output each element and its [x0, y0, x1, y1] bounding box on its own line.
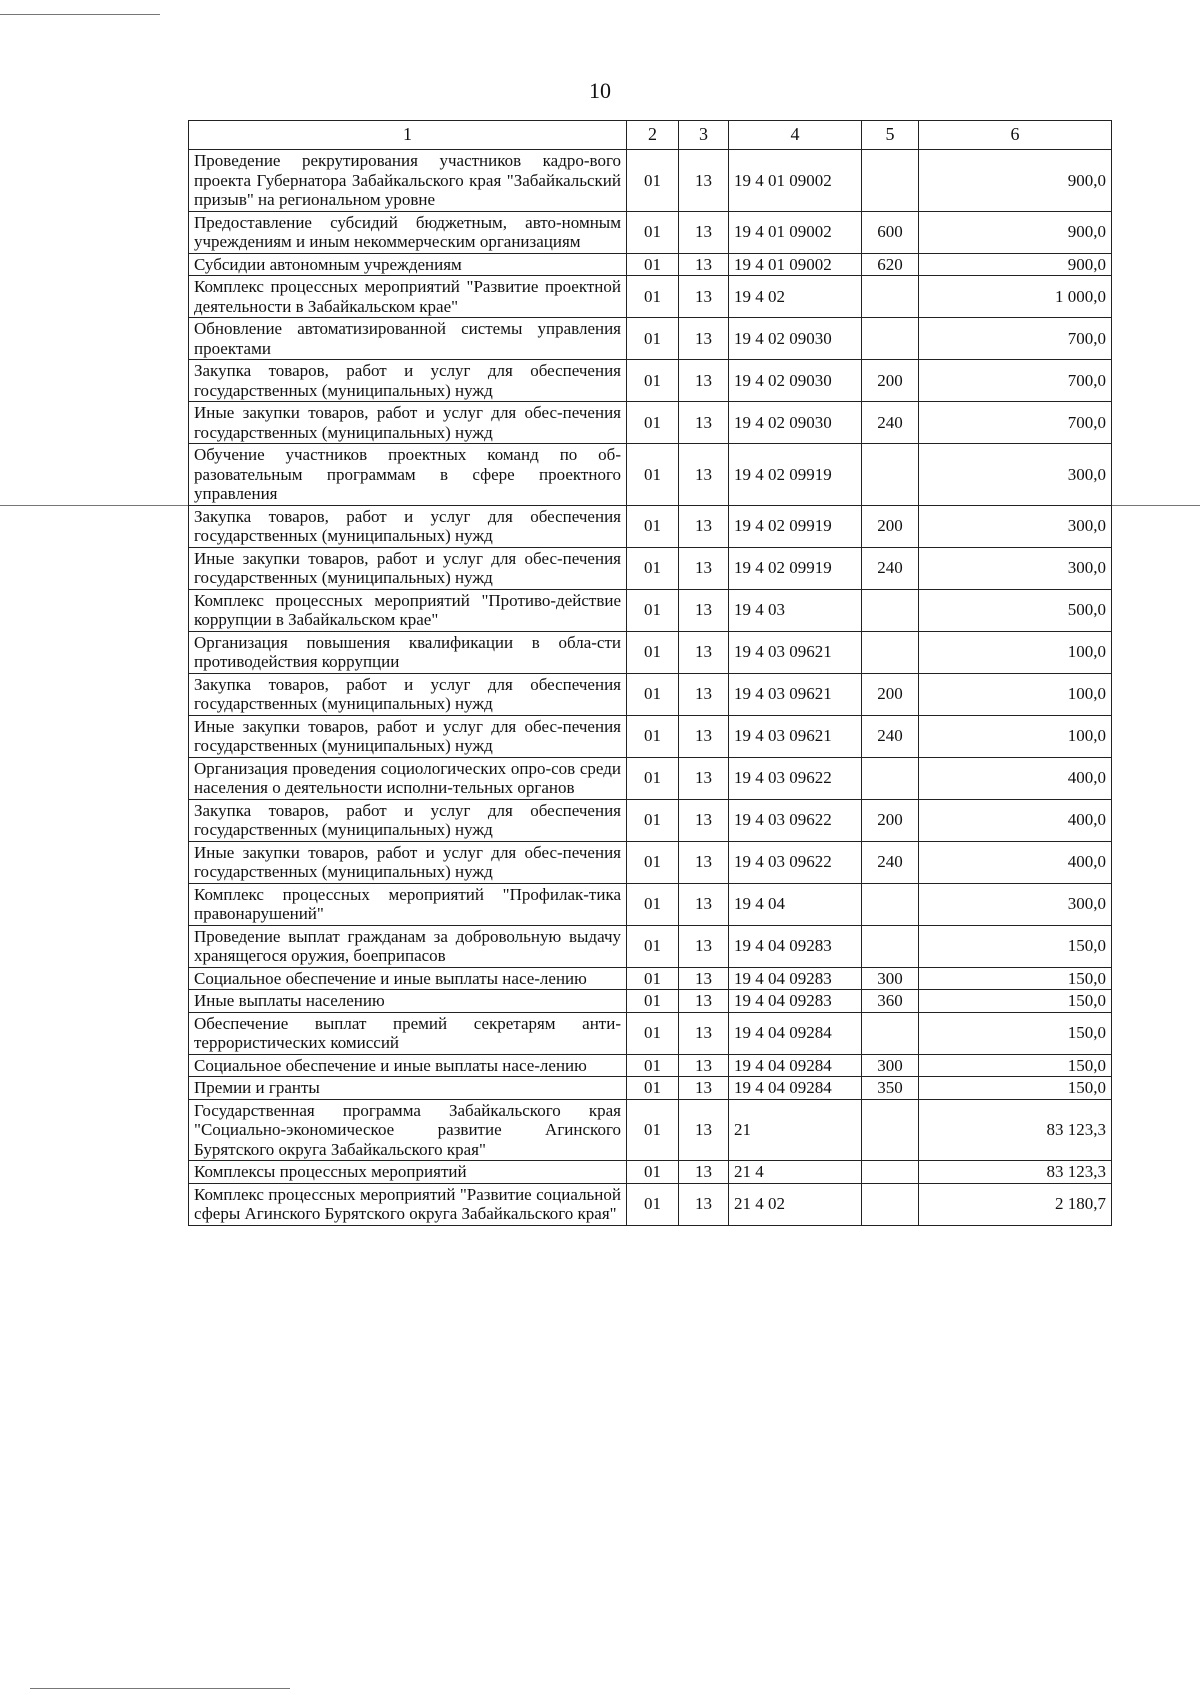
- scan-artifact-line: [0, 14, 160, 15]
- row-target-code-cell: 19 4 03 09622: [729, 841, 862, 883]
- row-target-code-cell: 19 4 02: [729, 276, 862, 318]
- row-target-code-cell: 19 4 01 09002: [729, 150, 862, 212]
- table-row: [189, 967, 1112, 990]
- scan-artifact-line: [0, 505, 188, 506]
- row-name-cell: Государственная программа Забайкальского края "Социально-экономическое развитие Агинского Бурятского округа Забайкальского края": [189, 1099, 627, 1161]
- table-row: [189, 211, 1112, 253]
- row-expense-type-cell: [862, 589, 919, 631]
- row-subsection-cell: 13: [679, 253, 729, 276]
- row-subsection-cell: 13: [679, 925, 729, 967]
- row-name-cell: Организация повышения квалификации в обла-сти противодействия коррупции: [189, 631, 627, 673]
- row-name-cell: Иные закупки товаров, работ и услуг для обес-печения государственных (муниципальных) нужд: [189, 841, 627, 883]
- row-target-code-cell: 19 4 02 09030: [729, 318, 862, 360]
- row-name-cell: Комплекс процессных мероприятий "Развитие социальной сферы Агинского Бурятского округа Забайкальского края": [189, 1183, 627, 1225]
- row-expense-type-cell: [862, 318, 919, 360]
- row-name-cell: Обучение участников проектных команд по об-разовательным программам в сфере проектного управления: [189, 444, 627, 506]
- table-row: [189, 253, 1112, 276]
- table-row: [189, 715, 1112, 757]
- row-section-cell: 01: [627, 841, 679, 883]
- row-name-cell: Закупка товаров, работ и услуг для обеспечения государственных (муниципальных) нужд: [189, 505, 627, 547]
- scan-artifact-line: [1112, 505, 1200, 506]
- row-section-cell: 01: [627, 1161, 679, 1184]
- row-target-code-cell: 19 4 02 09919: [729, 444, 862, 506]
- row-section-cell: 01: [627, 967, 679, 990]
- row-subsection-cell: 13: [679, 276, 729, 318]
- row-name-cell: Организация проведения социологических опро-сов среди населения о деятельности исполни-тельных органов: [189, 757, 627, 799]
- row-amount-cell: 300,0: [919, 547, 1112, 589]
- row-amount-cell: 150,0: [919, 1077, 1112, 1100]
- row-target-code-cell: 19 4 03 09621: [729, 715, 862, 757]
- row-amount-cell: 150,0: [919, 990, 1112, 1013]
- row-name-cell: Комплекс процессных мероприятий "Развитие проектной деятельности в Забайкальском крае": [189, 276, 627, 318]
- row-section-cell: 01: [627, 360, 679, 402]
- row-expense-type-cell: 240: [862, 841, 919, 883]
- row-amount-cell: 2 180,7: [919, 1183, 1112, 1225]
- row-expense-type-cell: 200: [862, 673, 919, 715]
- row-target-code-cell: 19 4 03 09622: [729, 757, 862, 799]
- row-expense-type-cell: 600: [862, 211, 919, 253]
- row-expense-type-cell: 300: [862, 1054, 919, 1077]
- row-amount-cell: 700,0: [919, 318, 1112, 360]
- column-header: 3: [679, 121, 729, 150]
- row-amount-cell: 100,0: [919, 631, 1112, 673]
- row-name-cell: Комплексы процессных мероприятий: [189, 1161, 627, 1184]
- row-name-cell: Иные закупки товаров, работ и услуг для обес-печения государственных (муниципальных) нужд: [189, 402, 627, 444]
- row-section-cell: 01: [627, 253, 679, 276]
- table-row: [189, 444, 1112, 506]
- row-expense-type-cell: 350: [862, 1077, 919, 1100]
- column-header: 4: [729, 121, 862, 150]
- row-subsection-cell: 13: [679, 505, 729, 547]
- row-expense-type-cell: [862, 276, 919, 318]
- table-row: [189, 318, 1112, 360]
- table-row: [189, 1099, 1112, 1161]
- column-header: 5: [862, 121, 919, 150]
- row-target-code-cell: 21 4 02: [729, 1183, 862, 1225]
- row-name-cell: Предоставление субсидий бюджетным, авто-номным учреждениям и иным некоммерческим организациям: [189, 211, 627, 253]
- table-row: [189, 799, 1112, 841]
- table-row: [189, 1161, 1112, 1184]
- row-expense-type-cell: [862, 631, 919, 673]
- row-name-cell: Иные закупки товаров, работ и услуг для обес-печения государственных (муниципальных) нужд: [189, 715, 627, 757]
- row-target-code-cell: 19 4 04 09283: [729, 925, 862, 967]
- row-section-cell: 01: [627, 1183, 679, 1225]
- row-target-code-cell: 19 4 02 09919: [729, 505, 862, 547]
- row-section-cell: 01: [627, 673, 679, 715]
- row-subsection-cell: 13: [679, 673, 729, 715]
- row-subsection-cell: 13: [679, 1161, 729, 1184]
- row-amount-cell: 150,0: [919, 1054, 1112, 1077]
- row-section-cell: 01: [627, 589, 679, 631]
- table-row: [189, 990, 1112, 1013]
- row-expense-type-cell: [862, 1099, 919, 1161]
- row-section-cell: 01: [627, 318, 679, 360]
- row-amount-cell: 300,0: [919, 883, 1112, 925]
- row-subsection-cell: 13: [679, 150, 729, 212]
- row-section-cell: 01: [627, 444, 679, 506]
- column-header: 6: [919, 121, 1112, 150]
- row-section-cell: 01: [627, 505, 679, 547]
- row-subsection-cell: 13: [679, 1183, 729, 1225]
- row-expense-type-cell: 240: [862, 547, 919, 589]
- row-target-code-cell: 19 4 03 09622: [729, 799, 862, 841]
- row-name-cell: Закупка товаров, работ и услуг для обеспечения государственных (муниципальных) нужд: [189, 799, 627, 841]
- row-name-cell: Иные выплаты населению: [189, 990, 627, 1013]
- row-section-cell: 01: [627, 715, 679, 757]
- row-name-cell: Комплекс процессных мероприятий "Профилак-тика правонарушений": [189, 883, 627, 925]
- row-expense-type-cell: 200: [862, 799, 919, 841]
- row-name-cell: Проведение выплат гражданам за добровольную выдачу хранящегося оружия, боеприпасов: [189, 925, 627, 967]
- row-subsection-cell: 13: [679, 211, 729, 253]
- table-row: [189, 150, 1112, 212]
- row-section-cell: 01: [627, 1054, 679, 1077]
- scan-artifact-line: [30, 1688, 290, 1689]
- row-subsection-cell: 13: [679, 967, 729, 990]
- column-header: 1: [189, 121, 627, 150]
- row-target-code-cell: 19 4 02 09919: [729, 547, 862, 589]
- table-body: [189, 150, 1112, 1226]
- row-section-cell: 01: [627, 1099, 679, 1161]
- table-row: [189, 1183, 1112, 1225]
- row-target-code-cell: 21: [729, 1099, 862, 1161]
- row-amount-cell: 100,0: [919, 673, 1112, 715]
- row-amount-cell: 400,0: [919, 799, 1112, 841]
- row-target-code-cell: 19 4 03: [729, 589, 862, 631]
- row-target-code-cell: 19 4 04 09283: [729, 990, 862, 1013]
- row-subsection-cell: 13: [679, 402, 729, 444]
- row-subsection-cell: 13: [679, 547, 729, 589]
- row-amount-cell: 83 123,3: [919, 1161, 1112, 1184]
- row-target-code-cell: 19 4 04 09283: [729, 967, 862, 990]
- table-row: [189, 1012, 1112, 1054]
- row-target-code-cell: 19 4 02 09030: [729, 402, 862, 444]
- row-target-code-cell: 19 4 01 09002: [729, 211, 862, 253]
- row-section-cell: 01: [627, 757, 679, 799]
- row-amount-cell: 900,0: [919, 150, 1112, 212]
- row-section-cell: 01: [627, 925, 679, 967]
- row-amount-cell: 1 000,0: [919, 276, 1112, 318]
- row-amount-cell: 500,0: [919, 589, 1112, 631]
- table-row: [189, 360, 1112, 402]
- table-row: [189, 673, 1112, 715]
- row-subsection-cell: 13: [679, 757, 729, 799]
- row-target-code-cell: 19 4 03 09621: [729, 673, 862, 715]
- row-subsection-cell: 13: [679, 318, 729, 360]
- table-row: [189, 547, 1112, 589]
- page-number: 10: [589, 78, 611, 103]
- table-row: [189, 883, 1112, 925]
- table-row: [189, 276, 1112, 318]
- row-section-cell: 01: [627, 547, 679, 589]
- row-target-code-cell: 19 4 01 09002: [729, 253, 862, 276]
- row-expense-type-cell: [862, 1161, 919, 1184]
- row-subsection-cell: 13: [679, 444, 729, 506]
- row-amount-cell: 700,0: [919, 360, 1112, 402]
- row-expense-type-cell: 240: [862, 402, 919, 444]
- row-section-cell: 01: [627, 1012, 679, 1054]
- table-row: [189, 1054, 1112, 1077]
- row-expense-type-cell: 360: [862, 990, 919, 1013]
- row-amount-cell: 83 123,3: [919, 1099, 1112, 1161]
- row-section-cell: 01: [627, 276, 679, 318]
- row-subsection-cell: 13: [679, 990, 729, 1013]
- row-name-cell: Обеспечение выплат премий секретарям анти-террористических комиссий: [189, 1012, 627, 1054]
- row-amount-cell: 900,0: [919, 211, 1112, 253]
- table-row: [189, 589, 1112, 631]
- row-target-code-cell: 19 4 04 09284: [729, 1054, 862, 1077]
- column-header: 2: [627, 121, 679, 150]
- row-section-cell: 01: [627, 990, 679, 1013]
- row-subsection-cell: 13: [679, 883, 729, 925]
- row-name-cell: Субсидии автономным учреждениям: [189, 253, 627, 276]
- row-expense-type-cell: 200: [862, 360, 919, 402]
- table-row: [189, 402, 1112, 444]
- row-expense-type-cell: [862, 925, 919, 967]
- row-subsection-cell: 13: [679, 360, 729, 402]
- row-subsection-cell: 13: [679, 1012, 729, 1054]
- row-target-code-cell: 19 4 02 09030: [729, 360, 862, 402]
- row-expense-type-cell: [862, 1183, 919, 1225]
- row-section-cell: 01: [627, 211, 679, 253]
- row-target-code-cell: 19 4 04: [729, 883, 862, 925]
- row-expense-type-cell: 200: [862, 505, 919, 547]
- table-header-row: [189, 121, 1112, 150]
- row-amount-cell: 300,0: [919, 444, 1112, 506]
- row-expense-type-cell: 240: [862, 715, 919, 757]
- row-subsection-cell: 13: [679, 1054, 729, 1077]
- row-section-cell: 01: [627, 402, 679, 444]
- row-expense-type-cell: [862, 444, 919, 506]
- row-subsection-cell: 13: [679, 1077, 729, 1100]
- table-row: [189, 841, 1112, 883]
- table-row: [189, 505, 1112, 547]
- row-amount-cell: 150,0: [919, 925, 1112, 967]
- row-amount-cell: 300,0: [919, 505, 1112, 547]
- table-row: [189, 631, 1112, 673]
- row-name-cell: Иные закупки товаров, работ и услуг для обес-печения государственных (муниципальных) нужд: [189, 547, 627, 589]
- row-amount-cell: 700,0: [919, 402, 1112, 444]
- row-subsection-cell: 13: [679, 631, 729, 673]
- row-name-cell: Премии и гранты: [189, 1077, 627, 1100]
- row-expense-type-cell: [862, 883, 919, 925]
- row-subsection-cell: 13: [679, 799, 729, 841]
- row-name-cell: Проведение рекрутирования участников кадро-вого проекта Губернатора Забайкальского края "Забайкальский призыв" на региональном уровне: [189, 150, 627, 212]
- row-expense-type-cell: [862, 1012, 919, 1054]
- row-section-cell: 01: [627, 1077, 679, 1100]
- row-amount-cell: 150,0: [919, 1012, 1112, 1054]
- row-name-cell: Социальное обеспечение и иные выплаты насе-лению: [189, 967, 627, 990]
- row-expense-type-cell: 300: [862, 967, 919, 990]
- row-target-code-cell: 19 4 03 09621: [729, 631, 862, 673]
- table-row: [189, 1077, 1112, 1100]
- budget-table: [188, 120, 1112, 1226]
- row-subsection-cell: 13: [679, 841, 729, 883]
- row-amount-cell: 150,0: [919, 967, 1112, 990]
- row-expense-type-cell: [862, 150, 919, 212]
- row-amount-cell: 100,0: [919, 715, 1112, 757]
- row-subsection-cell: 13: [679, 715, 729, 757]
- row-expense-type-cell: [862, 757, 919, 799]
- row-name-cell: Закупка товаров, работ и услуг для обеспечения государственных (муниципальных) нужд: [189, 673, 627, 715]
- row-subsection-cell: 13: [679, 589, 729, 631]
- table-row: [189, 757, 1112, 799]
- row-target-code-cell: 19 4 04 09284: [729, 1077, 862, 1100]
- row-amount-cell: 400,0: [919, 757, 1112, 799]
- row-subsection-cell: 13: [679, 1099, 729, 1161]
- row-target-code-cell: 19 4 04 09284: [729, 1012, 862, 1054]
- row-name-cell: Комплекс процессных мероприятий "Противо-действие коррупции в Забайкальском крае": [189, 589, 627, 631]
- row-target-code-cell: 21 4: [729, 1161, 862, 1184]
- row-name-cell: Закупка товаров, работ и услуг для обеспечения государственных (муниципальных) нужд: [189, 360, 627, 402]
- row-section-cell: 01: [627, 883, 679, 925]
- row-section-cell: 01: [627, 799, 679, 841]
- row-name-cell: Социальное обеспечение и иные выплаты насе-лению: [189, 1054, 627, 1077]
- row-section-cell: 01: [627, 150, 679, 212]
- row-name-cell: Обновление автоматизированной системы управления проектами: [189, 318, 627, 360]
- row-amount-cell: 400,0: [919, 841, 1112, 883]
- row-amount-cell: 900,0: [919, 253, 1112, 276]
- row-expense-type-cell: 620: [862, 253, 919, 276]
- row-section-cell: 01: [627, 631, 679, 673]
- table-row: [189, 925, 1112, 967]
